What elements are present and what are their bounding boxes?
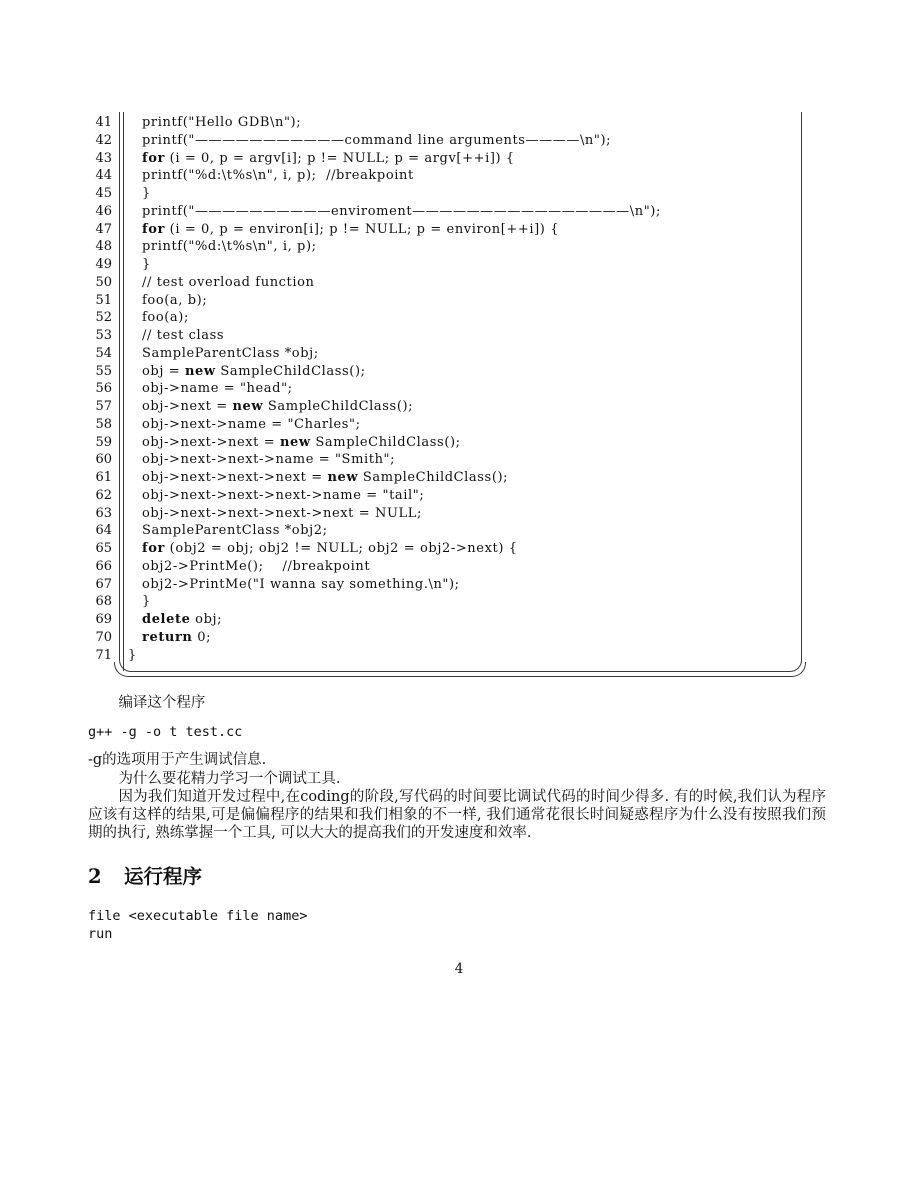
- code-line: [88, 150, 822, 168]
- line-number: 57: [95, 399, 112, 414]
- code-text: obj->next->next->next = new SampleChildClass();: [142, 470, 509, 485]
- body-text: [88, 694, 826, 943]
- code-text: }: [142, 257, 151, 272]
- code-line: [88, 132, 822, 150]
- code-text: obj->next->next->next->next = NULL;: [142, 505, 422, 521]
- line-number: 51: [95, 292, 112, 308]
- code-text: SampleParentClass *obj;: [142, 345, 319, 361]
- code-line: [88, 203, 822, 221]
- line-number: 61: [95, 470, 112, 485]
- code-line: [88, 487, 822, 505]
- code-text: obj2->PrintMe("I wanna say something.\n");: [142, 576, 460, 592]
- paragraph-g-option: -g的选项用于产生调试信息.: [88, 752, 267, 769]
- line-number: 44: [95, 168, 112, 184]
- code-text: obj->next->name = "Charles";: [142, 416, 361, 432]
- line-number: 55: [95, 363, 112, 379]
- code-line: [88, 114, 822, 132]
- code-line: [88, 345, 822, 363]
- code-line: [88, 327, 822, 345]
- code-line: [88, 380, 822, 398]
- line-number: 48: [95, 239, 112, 255]
- code-text: for (obj2 = obj; obj2 != NULL; obj2 = obj2->next) {: [142, 541, 518, 556]
- line-number: 43: [95, 150, 112, 166]
- line-number: 67: [95, 576, 112, 592]
- code-line: [88, 522, 822, 540]
- code-text: for (i = 0, p = argv[i]; p != NULL; p = argv[++i]) {: [142, 150, 515, 166]
- code-listing: [88, 114, 822, 680]
- code-text: printf("%d:\t%s\n", i, p); //breakpoint: [142, 168, 414, 184]
- code-line: [88, 505, 822, 523]
- code-text: // test class: [142, 328, 225, 343]
- section-number: 2: [88, 864, 102, 888]
- line-number: 47: [95, 221, 112, 237]
- section-heading: [88, 864, 826, 890]
- page-number: 4: [454, 961, 464, 977]
- code-text: for (i = 0, p = environ[i]; p != NULL; p = environ[++i]) {: [142, 221, 560, 237]
- code-line: [88, 558, 822, 576]
- code-line: [88, 292, 822, 310]
- line-number: 63: [95, 505, 112, 521]
- code-text: obj2->PrintMe(); //breakpoint: [142, 558, 371, 574]
- line-number: 68: [95, 594, 112, 610]
- code-text: }: [142, 186, 151, 201]
- code-text: }: [128, 647, 137, 663]
- code-text: printf("%d:\t%s\n", i, p);: [142, 239, 317, 255]
- code-text: foo(a);: [142, 310, 189, 326]
- code-line: [88, 256, 822, 274]
- line-number: 70: [95, 629, 112, 645]
- code-line: [88, 238, 822, 256]
- code-line: [88, 469, 822, 487]
- code-text: foo(a, b);: [142, 292, 208, 308]
- line-number: 60: [95, 452, 112, 468]
- code-text: printf("———————————command line arguments————\n");: [142, 132, 612, 148]
- line-number: 64: [95, 523, 112, 539]
- code-line: [88, 576, 822, 594]
- code-line: [88, 540, 822, 558]
- code-text: SampleParentClass *obj2;: [142, 523, 328, 539]
- line-number: 56: [95, 381, 112, 397]
- code-line: [88, 611, 822, 629]
- line-number: 71: [95, 647, 112, 663]
- code-line: [88, 185, 822, 203]
- line-number: 66: [95, 558, 112, 574]
- code-line: [88, 629, 822, 647]
- line-number: 54: [95, 345, 112, 361]
- code-text: obj->next->next->name = "Smith";: [142, 452, 396, 468]
- code-text: return 0;: [142, 629, 212, 645]
- line-number: 53: [95, 328, 112, 343]
- run-command-line: run: [88, 925, 113, 942]
- line-number: 59: [95, 434, 112, 450]
- code-line: [88, 221, 822, 239]
- code-line: [88, 434, 822, 452]
- code-line: [88, 416, 822, 434]
- code-line: [88, 398, 822, 416]
- code-text: obj->next->next = new SampleChildClass();: [142, 434, 461, 450]
- paragraph-compile-intro: 编译这个程序: [118, 695, 206, 711]
- listing-frame-outer: [114, 662, 806, 677]
- code-text: delete obj;: [142, 612, 223, 627]
- line-number: 46: [95, 203, 112, 219]
- run-commands: [88, 907, 826, 943]
- code-text: obj->next = new SampleChildClass();: [142, 399, 414, 414]
- compile-command: g++ -g -o t test.cc: [88, 724, 243, 741]
- code-line: [88, 647, 822, 665]
- code-text: printf("Hello GDB\n");: [142, 115, 302, 130]
- code-text: obj->name = "head";: [142, 381, 293, 397]
- line-number: 42: [95, 132, 112, 148]
- line-number: 65: [95, 541, 112, 556]
- code-text: // test overload function: [142, 274, 315, 290]
- paragraph-because: 因为我们知道开发过程中,在coding的阶段,写代码的时间要比调试代码的时间少得多. 有的时候,我们认为程序应该有这样的结果,可是偏偏程序的结果和我们相象的不一样, 我们通常花很长时间疑惑程序为什么没有按照我们预期的执行, 熟练掌握一个工具, 可以大大的提高我们的开发速度和效率.: [88, 788, 826, 842]
- line-number: 41: [95, 115, 112, 130]
- code-text: obj = new SampleChildClass();: [142, 363, 366, 379]
- section-title: 运行程序: [124, 864, 203, 888]
- line-number: 45: [95, 186, 112, 201]
- code-line: [88, 593, 822, 611]
- line-number: 52: [95, 310, 112, 326]
- code-text: }: [142, 594, 151, 610]
- code-line: [88, 451, 822, 469]
- code-lines: [88, 114, 822, 664]
- code-text: printf("——————————enviroment————————————————\n");: [142, 203, 661, 219]
- code-line: [88, 309, 822, 327]
- line-number: 58: [95, 416, 112, 432]
- code-line: [88, 274, 822, 292]
- line-number: 69: [95, 612, 112, 627]
- line-number: 62: [95, 487, 112, 503]
- code-line: [88, 363, 822, 381]
- file-command-line: file <executable file name>: [88, 907, 308, 924]
- line-number: 49: [95, 257, 112, 272]
- code-text: obj->next->next->next->name = "tail";: [142, 487, 425, 503]
- paragraph-why-learn: 为什么要花精力学习一个调试工具.: [118, 770, 341, 787]
- code-line: [88, 167, 822, 185]
- line-number: 50: [95, 274, 112, 290]
